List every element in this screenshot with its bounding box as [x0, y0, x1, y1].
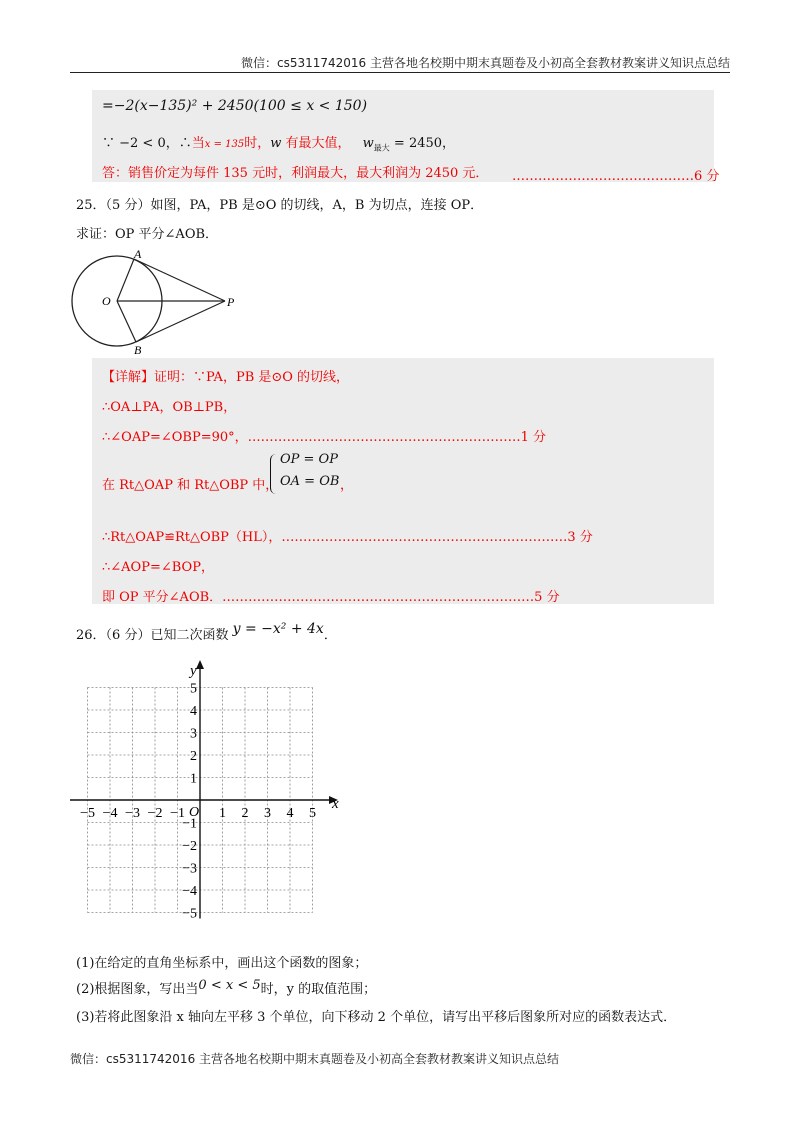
y-axis-arrow [196, 660, 204, 669]
page-footer: 微信：cs5311742016 主营各地名校期中期末真题卷及小初高全套教材教案讲义知识点总结 [70, 1052, 560, 1066]
sub2-range: 0 < x < 5 [198, 978, 261, 993]
tangent-pb [136, 301, 225, 342]
when-end: 时， [244, 136, 271, 151]
y-axis-label: y [190, 663, 197, 679]
proof-line-2: ∴OA⊥PA，OB⊥PB， [102, 400, 237, 415]
y-tick-label: 3 [190, 726, 197, 742]
system-eq-1: OP = OP [280, 452, 338, 467]
equation-system [270, 452, 360, 498]
x-tick-label: −3 [125, 806, 140, 821]
q26-sub2 [76, 978, 376, 997]
label-o: O [102, 294, 111, 308]
x-tick-label: 2 [241, 806, 249, 821]
segment-ob [117, 301, 136, 342]
y-tick-label: −4 [182, 884, 197, 899]
proof-line-7: 即 OP 平分∠AOB．………………………………………………………………5 分 [102, 590, 560, 605]
w-var: w [270, 136, 282, 151]
answer-line: 答：销售价定为每件 135 元时，利润最大，最大利润为 2450 元． [102, 166, 489, 181]
coordinate-grid [70, 660, 350, 920]
w-max-sub: 最大 [373, 143, 390, 153]
x-tick-label: 1 [219, 806, 226, 821]
q26-sub1: (1)在给定的直角坐标系中，画出这个函数的图象； [76, 956, 368, 971]
label-a: A [134, 248, 142, 261]
y-tick-label: −2 [182, 839, 197, 854]
x-tick-label: 5 [309, 806, 316, 821]
x-tick-label: 4 [286, 806, 294, 821]
sub2-c: 时，y 的取值范围； [260, 982, 377, 997]
q26-function: y = −x² + 4x [232, 621, 324, 637]
x-tick-label: −2 [147, 806, 163, 821]
proof-line-3: ∴∠OAP=∠OBP=90°，………………………………………………………1 分 [102, 430, 547, 445]
q26-stem-text: 26．（6 分）已知二次函数 [76, 628, 229, 643]
equation-line: =−2(x−135)² + 2450(100 ≤ x < 150) [102, 98, 368, 114]
max-text: 有最大值， [281, 136, 351, 151]
sub2-a: (2)根据图象，写出当 [76, 982, 199, 997]
q25-figure [70, 248, 250, 356]
proof-line-4: 在 Rt△OAP 和 Rt△OBP 中， [102, 478, 279, 493]
label-p: P [227, 295, 235, 309]
proof-line-5: ∴Rt△OAP≌Rt△OBP（HL），…………………………………………………………3 分 [102, 530, 593, 545]
y-tick-label: −3 [182, 861, 197, 877]
label-b: B [134, 343, 142, 356]
max-value-line [102, 132, 455, 154]
y-tick-label: 2 [190, 749, 197, 764]
q25-prove: 求证：OP 平分∠AOB． [76, 227, 219, 242]
proof-line-6: ∴∠AOP=∠BOP， [102, 560, 214, 575]
since-text: ∵ −2 < 0，∴ [102, 136, 192, 151]
header-rule [70, 72, 730, 73]
segment-oa [117, 259, 134, 301]
q26-sub3: (3)若将此图象沿 x 轴向左平移 3 个单位，向下移动 2 个单位，请写出平移后图象所对应的函数表达式． [76, 1010, 677, 1025]
x-tick-label: −1 [170, 806, 185, 821]
y-tick-label: −5 [182, 906, 197, 920]
answer-dots: ……………………………………6 分 [512, 169, 720, 184]
w-max-val: = 2450， [389, 136, 456, 151]
x-tick-label: −4 [102, 806, 118, 821]
y-tick-label: 5 [190, 681, 197, 697]
origin-label: O [189, 805, 200, 820]
page-header: 微信：cs5311742016 主营各地名校期中期末真题卷及小初高全套教材教案讲义知识点总结 [240, 56, 730, 70]
y-tick-label: 1 [190, 771, 197, 787]
x-value: x = 135 [204, 139, 245, 150]
proof-line-1: 【详解】证明：∵PA，PB 是⊙O 的切线， [102, 370, 350, 385]
y-tick-label: −1 [182, 816, 197, 832]
system-eq-2: OA = OB [280, 474, 340, 489]
tangent-pa [134, 259, 225, 301]
x-tick-label: 3 [264, 806, 271, 821]
system-brace [270, 454, 277, 494]
when-text: 当 [191, 136, 205, 151]
q26-stem-end: ． [323, 628, 337, 643]
w-max: w [362, 136, 374, 151]
x-tick-label: −5 [80, 806, 95, 821]
x-axis-label: x [332, 796, 339, 812]
y-tick-label: 4 [190, 704, 197, 719]
q25-stem: 25．（5 分）如图，PA，PB 是⊙O 的切线，A，B 为切点，连接 OP． [76, 198, 484, 213]
system-comma: ， [340, 478, 354, 493]
q26-stem [76, 621, 337, 643]
